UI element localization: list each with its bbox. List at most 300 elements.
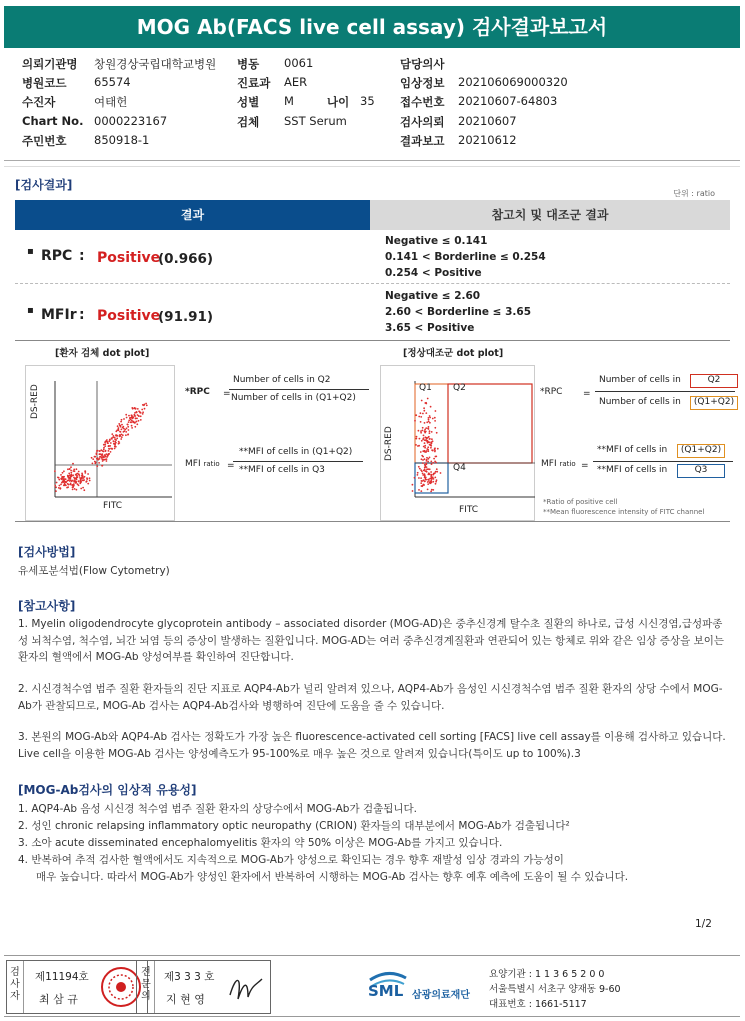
- patient-dot: [86, 478, 88, 480]
- control-dot: [436, 468, 438, 470]
- control-dot: [433, 458, 435, 460]
- patient-dot: [108, 448, 110, 450]
- patient-dot: [132, 408, 134, 410]
- patient-dot: [78, 473, 80, 475]
- refs-p1: 1. Myelin oligodendrocyte glycoprotein antibody – associated disorder (MOG-AD)은 중추신경계 탈수초 질환의 하나로, 급성 시신경염,급성파종성 뇌척수염, 척수염, 뇌간 뇌염 등의 증상이 발생하는 질환입니다. MOG-AD는 여러 중추신경계질환과 연관되어 있는 항체로 위와 같은 임상 증상을 보이는 환자의 혈액에서 MOG-Ab 양성여부를 확인하여 진단합니다.: [18, 618, 725, 663]
- patient-info: [12, 54, 732, 154]
- refs-p2: 2. 시신경척수염 범주 질환 환자들의 진단 지표로 AQP4-Ab가 널리 알려져 있으나, AQP4-Ab가 음성인 시신경척수염 범주 질환 환자의 상당 수에서 MOG-Ab가 관찰되므로, MOG-Ab 검사는 AQP4-Ab검사와 병행하여 진단에 도움을 줄 수 있습니다.: [18, 683, 723, 712]
- patient-dot: [70, 484, 72, 486]
- control-dot: [431, 478, 433, 480]
- mflr-ref-positive: 3.65 < Positive: [385, 322, 475, 334]
- control-dot: [416, 436, 418, 438]
- patient-dot: [134, 426, 136, 428]
- control-dot: [429, 457, 431, 459]
- patient-dot: [136, 411, 138, 413]
- patient-dot: [130, 421, 132, 423]
- patient-dot: [77, 476, 79, 478]
- control-dot: [415, 444, 417, 446]
- patient-dot: [126, 427, 128, 429]
- patient-dot: [133, 421, 135, 423]
- ward-value: 0061: [284, 56, 314, 70]
- control-dot: [418, 430, 420, 432]
- mfi-denominator: **MFI of cells in Q3: [239, 465, 325, 475]
- control-dot: [423, 410, 425, 412]
- patient-dot: [123, 418, 125, 420]
- patient-dot: [69, 477, 71, 479]
- control-dot: [435, 410, 437, 412]
- control-dot: [423, 435, 425, 437]
- request-value: 20210607: [458, 114, 517, 128]
- results-table: [15, 200, 730, 340]
- patient-dot: [63, 485, 65, 487]
- patient-dot: [63, 470, 65, 472]
- patient-dot: [94, 461, 96, 463]
- mflr-name: MFIr: [41, 307, 77, 323]
- patient-dot: [92, 458, 94, 460]
- control-dot: [433, 474, 435, 476]
- control-dot: [414, 420, 416, 422]
- control-dot: [423, 407, 425, 409]
- control-dot: [422, 473, 424, 475]
- control-dot: [427, 428, 429, 430]
- patient-dot: [137, 414, 139, 416]
- equals-sign: =: [223, 389, 231, 399]
- patient-dot: [84, 470, 86, 472]
- control-dot: [424, 469, 426, 471]
- fraction-line: [229, 389, 369, 390]
- patient-dot: [72, 489, 74, 491]
- patient-plot-caption: [환자 검체 dot plot]: [55, 348, 150, 359]
- control-dot: [421, 480, 423, 482]
- signature-icon: [226, 971, 266, 1005]
- control-dot: [420, 477, 422, 479]
- control-dot: [425, 427, 427, 429]
- patient-dot: [141, 409, 143, 411]
- doctor-label: 담당의사: [400, 57, 445, 71]
- patient-dot: [144, 408, 146, 410]
- patient-dot: [130, 419, 132, 421]
- control-dot: [420, 490, 422, 492]
- control-dot: [417, 474, 419, 476]
- control-dot: [435, 456, 437, 458]
- ctrl-q3-box: Q3: [677, 464, 725, 478]
- patient-dot: [58, 477, 60, 479]
- patient-dot: [79, 475, 81, 477]
- patient-dot: [91, 457, 93, 459]
- patient-dot: [55, 486, 57, 488]
- control-dot: [424, 447, 426, 449]
- patient-dot: [111, 433, 113, 435]
- ctrl-q1q2-box: (Q1+Q2): [690, 396, 738, 410]
- control-dot: [429, 422, 431, 424]
- org-code: 요양기관 : 1 1 3 6 5 2 0 0: [489, 969, 605, 980]
- patient-dot: [118, 429, 120, 431]
- control-dot: [426, 450, 428, 452]
- patient-dot: [89, 480, 91, 482]
- control-dot: [431, 431, 433, 433]
- control-dot: [425, 412, 427, 414]
- refs-p3: 3. 본원의 MOG-Ab와 AQP4-Ab 검사는 정확도가 가장 높은 fluorescence-activated cell sorting [FACS] live cell assay를 이용해 검사하고 있습니다. Live cell을 이용한 MOG-Ab 검사는 양성예측도가 95-100%로 매우 높은 것으로 알려져 있습니다(특이도 up to 100%).3: [18, 731, 726, 760]
- control-dot: [430, 475, 432, 477]
- patient-dot: [83, 477, 85, 479]
- control-plot-caption: [정상대조군 dot plot]: [403, 348, 504, 359]
- patient-dot: [81, 475, 83, 477]
- specialist-box: [136, 960, 271, 1014]
- results-head-left: 결과: [15, 200, 370, 230]
- ward-label: 병동: [237, 57, 260, 71]
- patient-dot: [78, 471, 80, 473]
- rpc-colon: :: [79, 248, 85, 264]
- patient-dot: [74, 488, 76, 490]
- control-dot: [427, 483, 429, 485]
- equals-sign: =: [581, 461, 589, 471]
- patient-dot: [120, 421, 122, 423]
- patient-dot: [108, 453, 110, 455]
- control-dot: [426, 479, 428, 481]
- control-dot: [422, 462, 424, 464]
- patient-dot: [68, 484, 70, 486]
- patient-dot: [115, 431, 117, 433]
- patient-dot: [79, 477, 81, 479]
- control-dot: [425, 477, 427, 479]
- control-dot: [423, 479, 425, 481]
- dept-label: 진료과: [237, 76, 271, 90]
- patient-dot: [65, 485, 67, 487]
- patient-dot: [109, 439, 111, 441]
- patient-dot: [69, 480, 71, 482]
- company-phone: 대표번호 : 1661-5117: [489, 999, 587, 1010]
- patient-dot: [126, 417, 128, 419]
- patient-dot: [111, 438, 113, 440]
- clinical-value: 20210606900032​0: [458, 75, 568, 89]
- mflr-value: (91.91): [158, 309, 214, 325]
- dept-value: AER: [284, 75, 308, 89]
- patient-dot: [108, 450, 110, 452]
- patient-dot: [104, 455, 106, 457]
- control-dot: [430, 471, 432, 473]
- control-dot: [427, 446, 429, 448]
- control-dot: [431, 438, 433, 440]
- patient-dot: [144, 404, 146, 406]
- patient-dot: [94, 456, 96, 458]
- patient-dot: [75, 482, 77, 484]
- control-dot: [428, 480, 430, 482]
- patient-dot: [131, 427, 133, 429]
- control-dot: [434, 420, 436, 422]
- patient-dot: [82, 487, 84, 489]
- report-title: MOG Ab(FACS live cell assay) 검사결과보고서: [4, 6, 740, 48]
- hospital-code-label: 병원코드: [22, 76, 67, 90]
- patient-dot: [125, 431, 127, 433]
- control-dot: [425, 478, 427, 480]
- control-dot: [424, 432, 426, 434]
- control-dot: [418, 477, 420, 479]
- control-dot: [429, 438, 431, 440]
- control-dot: [432, 450, 434, 452]
- sex-label: 성별: [237, 95, 260, 109]
- control-dot: [420, 421, 422, 423]
- patient-dot: [71, 480, 73, 482]
- control-dot: [432, 476, 434, 478]
- mfi-label: MFI: [541, 459, 557, 469]
- usefulness-item-3: 3. 소아 acute disseminated encephalomyelitis 환자의 약 50% 이상은 MOG-Ab를 가지고 있습니다.: [18, 837, 503, 849]
- control-dot: [415, 438, 417, 440]
- control-dot: [420, 451, 422, 453]
- patient-dot: [111, 448, 113, 450]
- patient-dot: [101, 453, 103, 455]
- patient-dot: [62, 472, 64, 474]
- patient-dot: [128, 429, 130, 431]
- patient-dot: [60, 478, 62, 480]
- control-dot: [420, 416, 422, 418]
- specimen-label: 검체: [237, 115, 260, 129]
- patient-dot: [82, 480, 84, 482]
- company-logo-text: SML: [368, 982, 404, 1000]
- mflr-colon: :: [79, 307, 85, 323]
- control-dot: [426, 421, 428, 423]
- control-dot: [434, 450, 436, 452]
- request-label: 검사의뢰: [400, 115, 445, 129]
- patient-dot: [121, 429, 123, 431]
- control-dot: [432, 489, 434, 491]
- patient-dot: [106, 460, 108, 462]
- inspector-box: [6, 960, 148, 1014]
- rpc-value: (0.966): [158, 251, 214, 267]
- patient-dot: [110, 451, 112, 453]
- mfi-sub: ratio: [203, 460, 220, 468]
- ctrl-q2-box: Q2: [690, 374, 738, 388]
- patient-dot: [66, 487, 68, 489]
- control-dot: [424, 429, 426, 431]
- mflr-ref-borderline: 2.60 < Borderline ≤ 3.65: [385, 306, 532, 318]
- control-dot: [430, 444, 432, 446]
- rpc-ref-negative: Negative ≤ 0.141: [385, 235, 488, 247]
- patient-dot: [103, 459, 105, 461]
- rpc-numerator: Number of cells in Q2: [233, 375, 331, 385]
- patient-dot: [70, 470, 72, 472]
- control-dot: [432, 418, 434, 420]
- patient-dot: [128, 421, 130, 423]
- control-dot: [429, 430, 431, 432]
- specialist-name: 지 현 영: [166, 993, 205, 1006]
- patient-dot: [120, 438, 122, 440]
- patient-label: 수진자: [22, 95, 56, 109]
- patient-dot: [89, 477, 91, 479]
- patient-dot: [136, 423, 138, 425]
- patient-dot: [73, 470, 75, 472]
- control-dot: [424, 480, 426, 482]
- control-dot: [426, 459, 428, 461]
- control-dot: [427, 461, 429, 463]
- patient-dot: [121, 436, 123, 438]
- patient-dot: [73, 477, 75, 479]
- patient-dot: [59, 485, 61, 487]
- mfi-formula-label: [185, 459, 220, 469]
- control-dot: [430, 441, 432, 443]
- control-x-axis: FITC: [459, 505, 479, 515]
- chart-value: 0000223167: [94, 114, 168, 128]
- patient-dot: [127, 424, 129, 426]
- patient-dot: [60, 474, 62, 476]
- usefulness-item-1: 1. AQP4-Ab 음성 시신경 척수염 범주 질환 환자의 상당수에서 MOG-Ab가 검출됩니다.: [18, 803, 417, 815]
- usefulness-item-4a: 4. 반복하여 추적 검사한 혈액에서도 지속적으로 MOG-Ab가 양성으로 확인되는 경우 향후 재발성 임상 경과의 가능성이: [18, 854, 564, 866]
- patient-dot: [96, 452, 98, 454]
- control-dot: [417, 472, 419, 474]
- patient-dot: [103, 449, 105, 451]
- patient-dot: [76, 489, 78, 491]
- rpc-denominator: Number of cells in (Q1+Q2): [231, 393, 356, 403]
- patient-dot: [68, 473, 70, 475]
- patient-dot: [73, 469, 75, 471]
- control-dot: [426, 440, 428, 442]
- control-dot: [422, 459, 424, 461]
- specialist-vertical: 전문의: [141, 967, 151, 1002]
- ctrl-mfi-label: [541, 459, 576, 469]
- institution-label: 의뢰기관명: [22, 57, 78, 71]
- results-head-right: 참고치 및 대조군 결과: [370, 200, 730, 230]
- patient-dot: [76, 468, 78, 470]
- control-dot: [434, 472, 436, 474]
- control-dot: [429, 432, 431, 434]
- patient-dot: [75, 477, 77, 479]
- mflr-status: Positive: [97, 308, 161, 324]
- control-dot: [425, 402, 427, 404]
- patient-value: 여태헌: [94, 95, 128, 109]
- patient-dot: [99, 450, 101, 452]
- patient-dot: [121, 434, 123, 436]
- inspector-vertical: 검사자: [10, 967, 20, 1002]
- control-dot: [412, 484, 414, 486]
- patient-dot: [125, 434, 127, 436]
- note-rpc: *Ratio of positive cell: [543, 498, 618, 506]
- patient-dot: [118, 423, 120, 425]
- patient-dot: [59, 488, 61, 490]
- ctrl-rpc-label: *RPC: [540, 387, 563, 397]
- patient-dot: [142, 411, 144, 413]
- equals-sign: =: [583, 389, 591, 399]
- control-dot: [437, 448, 439, 450]
- patient-dot: [113, 440, 115, 442]
- control-dot: [421, 458, 423, 460]
- patient-dot: [70, 472, 72, 474]
- control-dot: [427, 468, 429, 470]
- control-dot: [412, 490, 414, 492]
- control-dot: [422, 413, 424, 415]
- report-label: 결과보고: [400, 134, 445, 148]
- patient-dot: [112, 437, 114, 439]
- usefulness-title: [MOG-Ab검사의 임상적 유용성]: [18, 783, 197, 797]
- patient-dot: [140, 415, 142, 417]
- report-value: 20210612: [458, 133, 517, 147]
- patient-dot: [129, 417, 131, 419]
- q2-label: Q2: [453, 383, 466, 393]
- patient-dot: [103, 456, 105, 458]
- control-dot: [418, 445, 420, 447]
- control-dot: [430, 406, 432, 408]
- refs-title: [참고사항]: [18, 599, 76, 613]
- patient-dot: [135, 408, 137, 410]
- rpc-name: RPC: [41, 248, 73, 264]
- patient-dot: [80, 488, 82, 490]
- patient-dot: [99, 458, 101, 460]
- patient-dot: [60, 484, 62, 486]
- patient-dot: [136, 418, 138, 420]
- control-dot: [423, 446, 425, 448]
- control-dot: [428, 458, 430, 460]
- rpc-ref-borderline: 0.141 < Borderline ≤ 0.254: [385, 251, 546, 263]
- bullet-icon: ▪: [27, 246, 34, 257]
- patient-dot: [114, 441, 116, 443]
- patient-dot: [116, 438, 118, 440]
- patient-dot: [138, 415, 140, 417]
- control-dot: [427, 450, 429, 452]
- control-dot: [424, 451, 426, 453]
- patient-dot: [72, 463, 74, 465]
- patient-dot: [99, 453, 101, 455]
- patient-dot: [72, 486, 74, 488]
- mflr-row: [15, 285, 730, 339]
- fraction-line: [233, 461, 363, 462]
- patient-dot: [114, 437, 116, 439]
- control-dot: [432, 462, 434, 464]
- patient-dot: [58, 479, 60, 481]
- patient-dot: [103, 444, 105, 446]
- patient-dot: [99, 456, 101, 458]
- specialist-number: 제3 3 3 호: [164, 971, 215, 983]
- rpc-formula-label: *RPC: [185, 387, 210, 397]
- patient-dot: [87, 473, 89, 475]
- control-dot: [423, 484, 425, 486]
- control-dot: [422, 427, 424, 429]
- ctrl-rpc-denominator: Number of cells in: [599, 397, 681, 407]
- ctrl-rpc-numerator: Number of cells in: [599, 375, 681, 385]
- patient-dot: [137, 408, 139, 410]
- patient-dot: [84, 472, 86, 474]
- control-dot: [419, 468, 421, 470]
- patient-dot: [121, 424, 123, 426]
- patient-dot: [77, 483, 79, 485]
- hospital-code-value: 65574: [94, 75, 131, 89]
- info-divider: [4, 160, 740, 161]
- patient-dot: [71, 475, 73, 477]
- patient-dot: [106, 439, 108, 441]
- patient-dot: [110, 442, 112, 444]
- patient-dot: [125, 414, 127, 416]
- patient-dot: [114, 438, 116, 440]
- control-dot: [421, 470, 423, 472]
- control-dot: [428, 419, 430, 421]
- patient-x-axis: FITC: [103, 501, 123, 511]
- receipt-value: 20210607-64803: [458, 94, 558, 108]
- info-divider-2: [4, 166, 740, 167]
- patient-dot: [96, 465, 98, 467]
- control-dot: [421, 400, 423, 402]
- control-dot: [428, 436, 430, 438]
- patient-dot: [146, 405, 148, 407]
- report-footer: [4, 955, 740, 1017]
- patient-dot: [65, 481, 67, 483]
- method-title: [검사방법]: [18, 545, 76, 559]
- usefulness-item-2: 2. 성인 chronic relapsing inflammatory optic neuropathy (CRION) 환자들의 대부분에서 MOG-Ab가 검출됩니다²: [18, 820, 570, 832]
- inspector-number: 제11194호: [35, 971, 89, 983]
- patient-dot: [87, 483, 89, 485]
- patient-dot: [62, 480, 64, 482]
- company-name: 삼광의료재단: [412, 990, 470, 1001]
- q1-label: Q1: [419, 383, 432, 393]
- patient-dot: [78, 481, 80, 483]
- control-dot: [426, 466, 428, 468]
- ctrl-mfi-numerator: **MFI of cells in: [597, 445, 668, 455]
